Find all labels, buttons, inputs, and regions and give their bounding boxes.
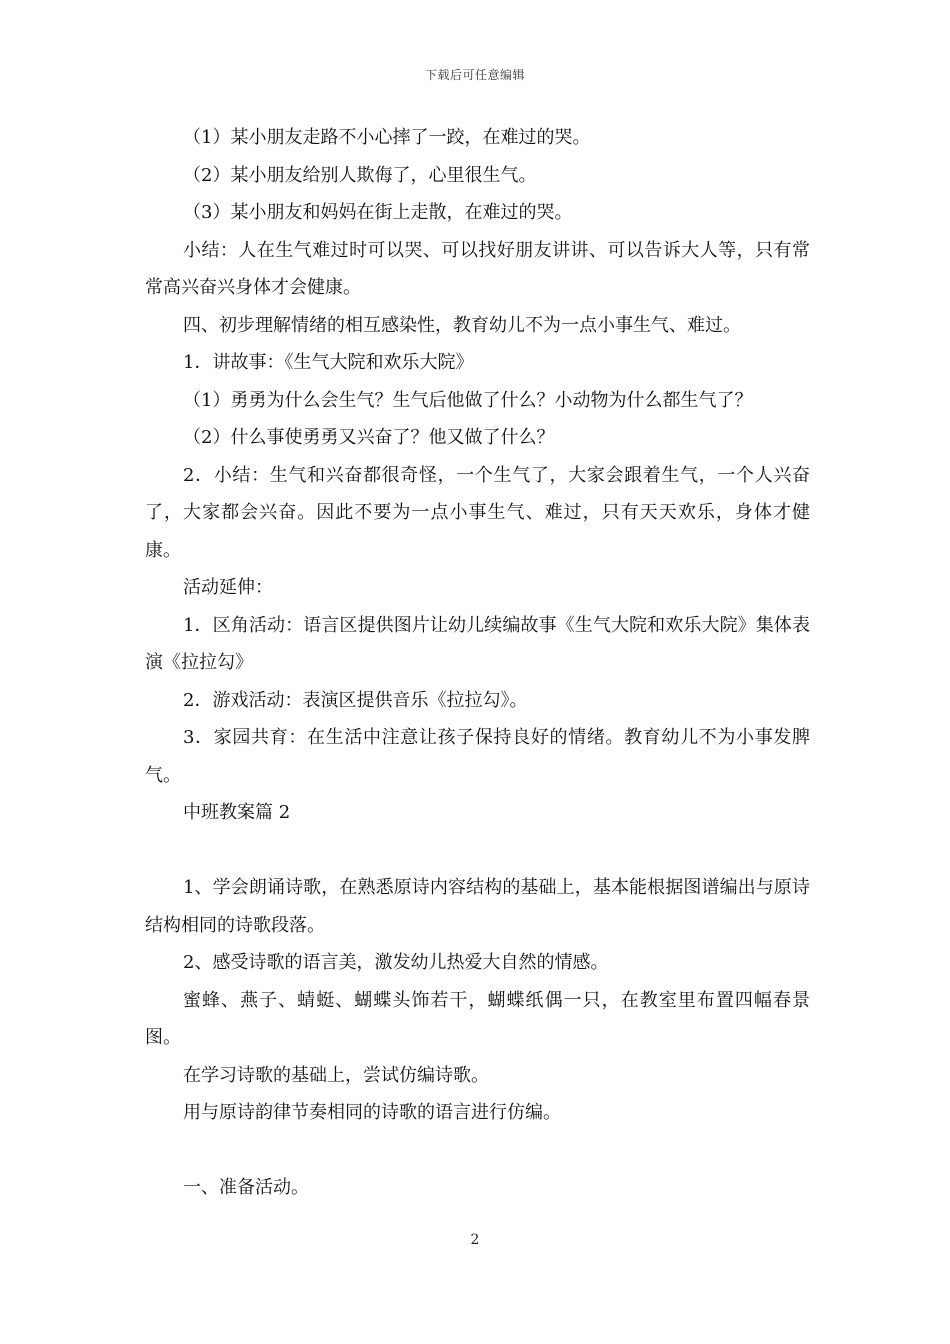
paragraph: 用与原诗韵律节奏相同的诗歌的语言进行仿编。 bbox=[183, 1102, 561, 1123]
paragraph: （1）勇勇为什么会生气？生气后他做了什么？小动物为什么都生气了？ bbox=[183, 389, 753, 411]
paragraph: 2．游戏活动：表演区提供音乐《拉拉勾》。 bbox=[183, 689, 528, 711]
paragraph: 1．讲故事：《生气大院和欢乐大院》 bbox=[183, 352, 474, 373]
paragraph: （2）某小朋友给别人欺侮了，心里很生气。 bbox=[183, 164, 537, 186]
blank-line bbox=[145, 1132, 810, 1170]
paragraph: （3）某小朋友和妈妈在街上走散，在难过的哭。 bbox=[183, 202, 573, 223]
page-number: 2 bbox=[470, 1232, 480, 1248]
page-header: 下载后可任意编辑 bbox=[424, 68, 525, 82]
paragraph: 在学习诗歌的基础上，尝试仿编诗歌。 bbox=[183, 1064, 489, 1086]
paragraph: 1、学会朗诵诗歌，在熟悉原诗内容结构的基础上，基本能根据图谱编出与原诗结构相同的诗歌段落。 bbox=[145, 877, 810, 936]
document-body bbox=[145, 119, 810, 1207]
section-title: 中班教案篇 2 bbox=[183, 802, 291, 823]
paragraph: 2．小结：生气和兴奋都很奇怪，一个生气了，大家会跟着生气，一个人兴奋了，大家都会兴奋。因此不要为一点小事生气、难过，只有天天欢乐，身体才健康。 bbox=[145, 464, 810, 561]
blank-line bbox=[145, 832, 810, 870]
paragraph: （2）什么事使勇勇又兴奋了？他又做了什么？ bbox=[183, 427, 555, 448]
paragraph: （1）某小朋友走路不小心摔了一跤，在难过的哭。 bbox=[183, 127, 591, 148]
paragraph: 活动延伸： bbox=[183, 577, 273, 598]
section-heading: 一、准备活动。 bbox=[183, 1177, 309, 1198]
paragraph: 2、感受诗歌的语言美，激发幼儿热爱大自然的情感。 bbox=[183, 952, 609, 973]
paragraph: 小结：人在生气难过时可以哭、可以找好朋友讲讲、可以告诉大人等，只有常常高兴奋兴身体才会健康。 bbox=[145, 239, 810, 298]
paragraph: 1．区角活动：语言区提供图片让幼儿续编故事《生气大院和欢乐大院》集体表演《拉拉勾》 bbox=[145, 614, 810, 673]
paragraph: 3．家园共育：在生活中注意让孩子保持良好的情绪。教育幼儿不为小事发脾气。 bbox=[145, 727, 810, 786]
section-heading: 四、初步理解情绪的相互感染性，教育幼儿不为一点小事生气、难过。 bbox=[183, 314, 741, 336]
paragraph: 蜜蜂、燕子、蜻蜓、蝴蝶头饰若干，蝴蝶纸偶一只，在教室里布置四幅春景图。 bbox=[145, 989, 810, 1048]
